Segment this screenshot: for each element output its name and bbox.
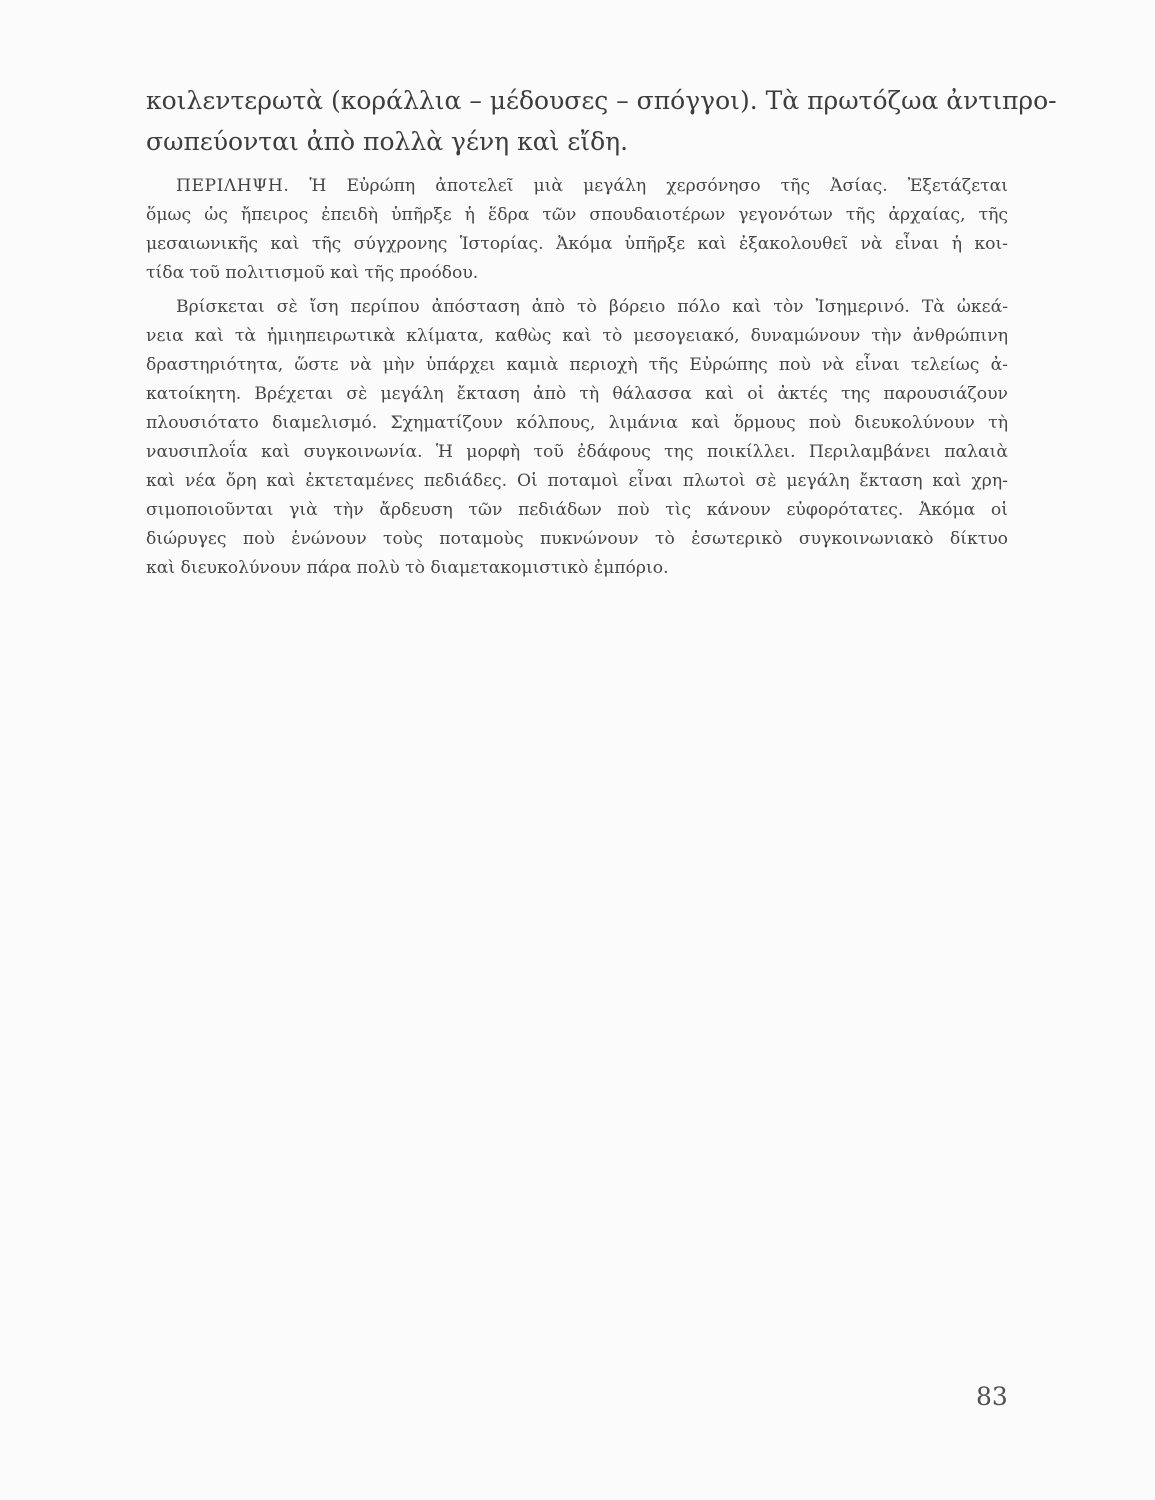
intro-line: σωπεύονται ἀπὸ πολλὰ γένη καὶ εἴδη. [146, 127, 629, 156]
summary-first-line [146, 172, 1008, 201]
text-line: νεια καὶ τὰ ἡμιηπειρωτικὰ κλίματα, καθὼς καὶ τὸ μεσογειακό, δυναμώνουν τὴν ἀνθρώπινη [146, 326, 1008, 346]
intro-paragraph [146, 80, 1057, 162]
text-line: ὅμως ὡς ἤπειρος ἐπειδὴ ὑπῆρξε ἡ ἕδρα τῶν σπουδαιοτέρων γεγονότων τῆς ἀρχαίας, τῆς [146, 205, 1008, 225]
text-line: καὶ νέα ὄρη καὶ ἐκτεταμένες πεδιάδες. Οἱ ποταμοὶ εἶναι πλωτοὶ σὲ μεγάλη ἔκταση καὶ χρη- [146, 471, 1008, 491]
summary-first-line-text: Ἡ Εὐρώπη ἀποτελεῖ μιὰ μεγάλη χερσόνησο τῆς Ἀσίας. Ἐξετάζεται [309, 176, 1008, 196]
text-line: τίδα τοῦ πολιτισμοῦ καὶ τῆς προόδου. [146, 263, 479, 283]
text-line: καὶ διευκολύνουν πάρα πολὺ τὸ διαμετακομιστικὸ ἐμπόριο. [146, 558, 669, 578]
summary-paragraph [146, 172, 1008, 288]
text-line: διώρυγες ποὺ ἑνώνουν τοὺς ποταμοὺς πυκνώνουν τὸ ἐσωτερικὸ συγκοινωνιακὸ δίκτυο [146, 529, 1008, 549]
text-line: ναυσιπλοΐα καὶ συγκοινωνία. Ἡ μορφὴ τοῦ ἐδάφους της ποικίλλει. Περιλαμβάνει παλαιὰ [146, 442, 1008, 462]
geography-paragraph [146, 293, 1008, 583]
text-line: κατοίκητη. Βρέχεται σὲ μεγάλη ἔκταση ἀπὸ τὴ θάλασσα καὶ οἱ ἀκτές της παρουσιάζουν [146, 384, 1008, 404]
text-line: δραστηριότητα, ὥστε νὰ μὴν ὑπάρχει καμιὰ περιοχὴ τῆς Εὐρώπης ποὺ νὰ εἶναι τελείως ἀ- [146, 355, 1008, 375]
summary-section [146, 172, 1008, 583]
text-line: πλουσιότατο διαμελισμό. Σχηματίζουν κόλπους, λιμάνια καὶ ὅρμους ποὺ διευκολύνουν τὴ [146, 413, 1008, 433]
text-line: Βρίσκεται σὲ ἴση περίπου ἀπόσταση ἀπὸ τὸ βόρειο πόλο καὶ τὸν Ἰσημερινό. Τὰ ὠκεά- [176, 297, 1008, 317]
text-line: μεσαιωνικῆς καὶ τῆς σύγχρονης Ἱστορίας. Ἀκόμα ὑπῆρξε καὶ ἐξακολουθεῖ νὰ εἶναι ἡ κοι- [146, 234, 1008, 254]
page-number: 83 [976, 1382, 1008, 1411]
intro-line: κοιλεντερωτὰ (κοράλλια – μέδουσες – σπόγγοι). Τὰ πρωτόζωα ἀντιπρο- [146, 86, 1057, 115]
text-line: σιμοποιοῦνται γιὰ τὴν ἄρδευση τῶν πεδιάδων ποὺ τὶς κάνουν εὐφορότατες. Ἀκόμα οἱ [146, 500, 1008, 520]
summary-label: ΠΕΡΙΛΗΨΗ. [176, 176, 290, 196]
